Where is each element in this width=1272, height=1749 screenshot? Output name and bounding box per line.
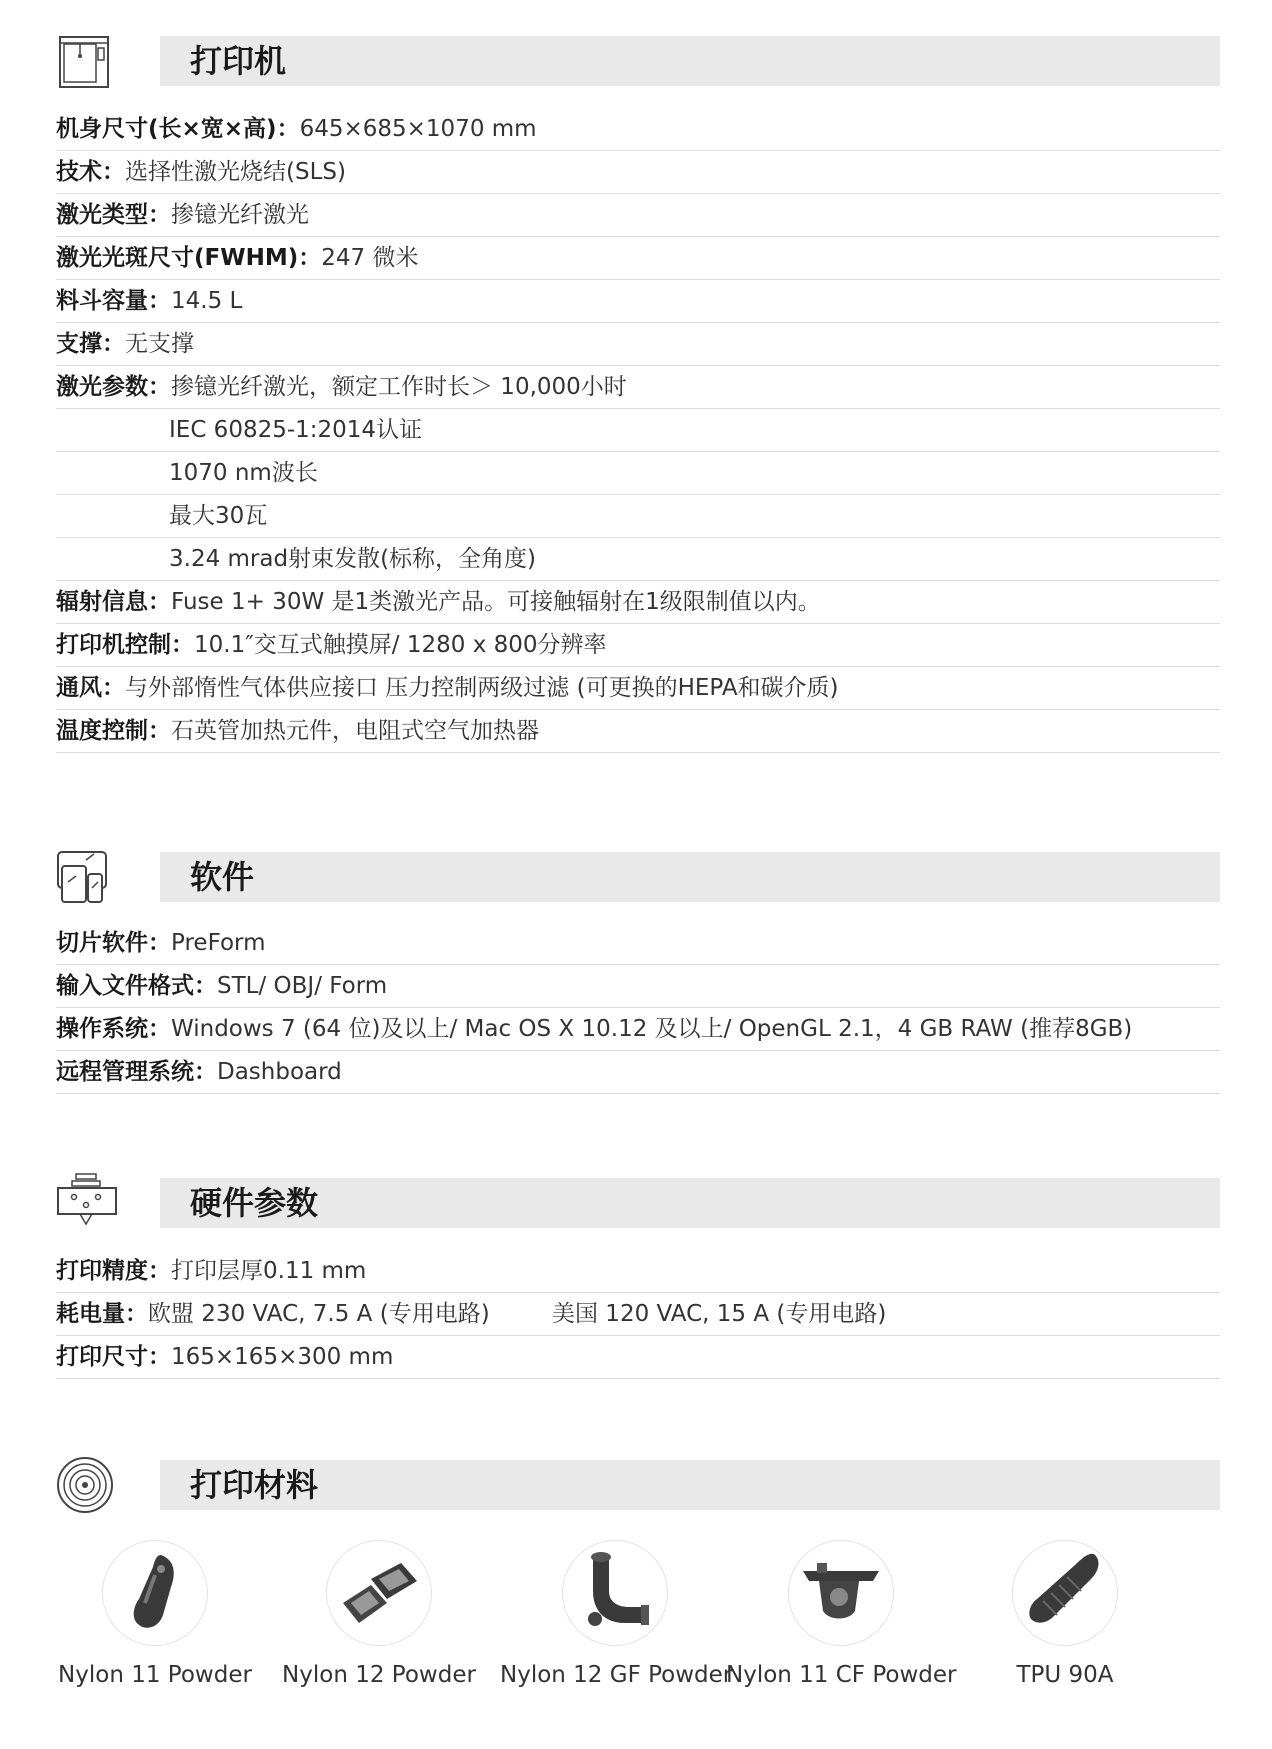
section-title: 打印机 bbox=[190, 42, 287, 80]
spec-label: 机身尺寸(长×宽×高)： bbox=[56, 116, 300, 142]
spec-label: 温度控制： bbox=[56, 718, 171, 744]
nylon-12-gf-part-image bbox=[562, 1540, 668, 1646]
spec-row bbox=[56, 667, 1220, 710]
spec-row bbox=[56, 237, 1220, 280]
material-item bbox=[264, 1540, 494, 1688]
spec-value: STL/ OBJ/ Form bbox=[217, 973, 388, 999]
material-name: Nylon 12 GF Powder bbox=[500, 1662, 733, 1688]
nylon-12-part-image bbox=[326, 1540, 432, 1646]
spec-value: Windows 7 (64 位)及以上/ Mac OS X 10.12 及以上/ OpenGL 2.1，4 GB RAW (推荐8GB) bbox=[171, 1016, 1133, 1042]
spec-row bbox=[56, 1293, 1220, 1336]
printer-icon bbox=[56, 34, 116, 94]
spec-label: 切片软件： bbox=[56, 930, 171, 956]
spec-label: 料斗容量： bbox=[56, 288, 171, 314]
spec-list bbox=[56, 1250, 1220, 1379]
spec-row bbox=[56, 1051, 1220, 1094]
material-item bbox=[726, 1540, 956, 1688]
spec-label: 通风： bbox=[56, 675, 125, 701]
spec-value: Dashboard bbox=[217, 1059, 342, 1085]
spec-value: IEC 60825-1:2014认证 bbox=[169, 417, 423, 443]
spec-row bbox=[56, 323, 1220, 366]
spec-row bbox=[56, 1008, 1220, 1051]
spec-value: 247 微米 bbox=[321, 245, 419, 271]
spec-value: 打印层厚0.11 mm bbox=[171, 1258, 367, 1284]
material-item bbox=[950, 1540, 1180, 1688]
spec-value: 石英管加热元件，电阻式空气加热器 bbox=[171, 718, 539, 744]
nylon-11-part-image bbox=[102, 1540, 208, 1646]
spec-row bbox=[56, 452, 1220, 495]
spec-row bbox=[56, 538, 1220, 581]
spec-row bbox=[56, 710, 1220, 753]
spec-label: 激光参数： bbox=[56, 374, 171, 400]
spec-row bbox=[56, 1336, 1220, 1379]
spec-value: 3.24 mrad射束发散(标称，全角度) bbox=[169, 546, 537, 572]
tpu-90a-part-image bbox=[1012, 1540, 1118, 1646]
section-header-bar bbox=[160, 36, 1220, 86]
spec-value: 掺镱光纤激光 bbox=[171, 202, 309, 228]
section-title: 硬件参数 bbox=[190, 1184, 319, 1222]
devices-icon bbox=[56, 848, 116, 908]
spec-value: 10.1″交互式触摸屏/ 1280 x 800分辨率 bbox=[194, 632, 607, 658]
spec-row bbox=[56, 922, 1220, 965]
spec-value: PreForm bbox=[171, 930, 266, 956]
material-item bbox=[500, 1540, 733, 1688]
spec-value: 掺镱光纤激光，额定工作时长＞ 10,000小时 bbox=[171, 374, 627, 400]
spec-row bbox=[56, 366, 1220, 409]
spec-value: 165×165×300 mm bbox=[171, 1344, 394, 1370]
spec-value: 645×685×1070 mm bbox=[299, 116, 537, 142]
material-name: Nylon 11 Powder bbox=[58, 1662, 252, 1688]
spec-label: 操作系统： bbox=[56, 1016, 171, 1042]
spec-row bbox=[56, 280, 1220, 323]
spec-row bbox=[56, 495, 1220, 538]
section-title: 打印材料 bbox=[190, 1466, 319, 1504]
spec-row bbox=[56, 624, 1220, 667]
spec-value: 选择性激光烧结(SLS) bbox=[125, 159, 346, 185]
spec-value: 14.5 L bbox=[171, 288, 243, 314]
spec-label: 耗电量： bbox=[56, 1301, 148, 1327]
spec-list bbox=[56, 108, 1220, 753]
spec-row bbox=[56, 1250, 1220, 1293]
spec-value-secondary: 美国 120 VAC, 15 A (专用电路) bbox=[552, 1301, 887, 1327]
materials-gallery bbox=[40, 1540, 1240, 1720]
spec-row bbox=[56, 194, 1220, 237]
spec-row bbox=[56, 108, 1220, 151]
spec-label: 打印精度： bbox=[56, 1258, 171, 1284]
spec-value: 欧盟 230 VAC, 7.5 A (专用电路) bbox=[148, 1301, 490, 1327]
spec-label: 远程管理系统： bbox=[56, 1059, 217, 1085]
powder-spool-icon bbox=[56, 1456, 116, 1516]
spec-label: 打印机控制： bbox=[56, 632, 194, 658]
print-head-icon bbox=[56, 1172, 116, 1232]
spec-label: 支撑： bbox=[56, 331, 125, 357]
spec-label: 打印尺寸： bbox=[56, 1344, 171, 1370]
spec-row bbox=[56, 581, 1220, 624]
material-name: Nylon 11 CF Powder bbox=[726, 1662, 957, 1688]
spec-row bbox=[56, 965, 1220, 1008]
spec-list bbox=[56, 922, 1220, 1094]
spec-row bbox=[56, 151, 1220, 194]
material-item bbox=[40, 1540, 270, 1688]
spec-label: 激光类型： bbox=[56, 202, 171, 228]
spec-label: 技术： bbox=[56, 159, 125, 185]
spec-value: 无支撑 bbox=[125, 331, 194, 357]
spec-label: 输入文件格式： bbox=[56, 973, 217, 999]
section-header-bar bbox=[160, 1178, 1220, 1228]
spec-value: 与外部惰性气体供应接口 压力控制两级过滤 (可更换的HEPA和碳介质) bbox=[125, 675, 839, 701]
material-name: Nylon 12 Powder bbox=[282, 1662, 476, 1688]
spec-value: 最大30瓦 bbox=[169, 503, 268, 529]
spec-value: Fuse 1+ 30W 是1类激光产品。可接触辐射在1级限制值以内。 bbox=[171, 589, 821, 615]
spec-label: 辐射信息： bbox=[56, 589, 171, 615]
section-header-bar bbox=[160, 1460, 1220, 1510]
section-title: 软件 bbox=[190, 858, 255, 896]
spec-value: 1070 nm波长 bbox=[169, 460, 318, 486]
spec-label: 激光光斑尺寸(FWHM)： bbox=[56, 245, 322, 271]
section-header-bar bbox=[160, 852, 1220, 902]
spec-row bbox=[56, 409, 1220, 452]
material-name: TPU 90A bbox=[1016, 1662, 1114, 1688]
nylon-11-cf-part-image bbox=[788, 1540, 894, 1646]
